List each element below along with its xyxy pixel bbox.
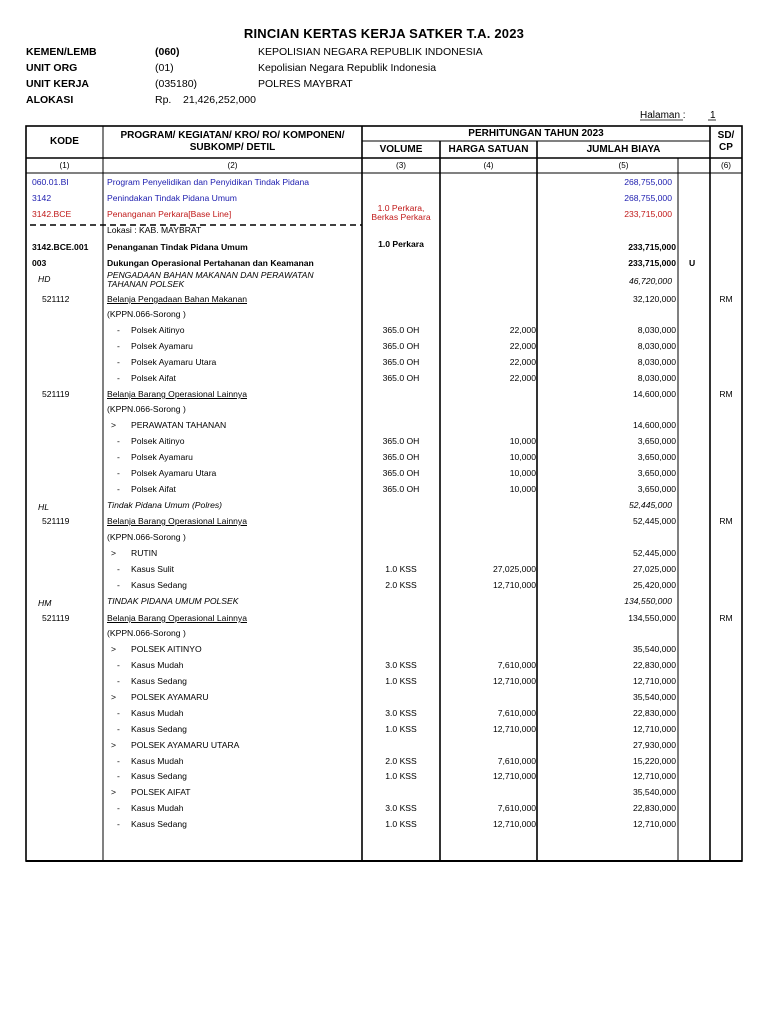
row-marker: - [117,676,120,686]
row-desc: POLSEK AIFAT [131,787,191,797]
row-desc: Kasus Sedang [131,580,187,590]
row-marker: > [111,740,117,750]
kerja-code: (035180) [155,78,198,90]
row-desc: Polsek Aifat [131,373,176,383]
kemen-value: KEPOLISIAN NEGARA REPUBLIK INDONESIA [258,46,483,58]
row-jumlah: 12,710,000 [632,819,676,829]
row-marker: > [111,420,117,430]
row-volume: 2.0 KSS [385,756,417,766]
row-desc: Belanja Barang Operasional Lainnya [107,389,247,399]
row-harga: 7,610,000 [497,708,536,718]
row-jumlah: 52,445,000 [628,500,672,510]
row-jumlah: 35,540,000 [632,692,676,702]
halaman-label: Halaman : [640,110,686,121]
row-marker: - [117,484,120,494]
row-desc: Kasus Mudah [131,756,184,766]
row-desc: POLSEK AITINYO [131,644,202,654]
halaman-value: 1 [710,110,716,121]
row-jumlah: 8,030,000 [637,325,676,335]
row-kode: 521119 [42,613,70,623]
org-label: UNIT ORG [26,62,78,74]
row-desc: (KPPN.066-Sorong ) [107,309,186,319]
row-jumlah: 268,755,000 [624,177,672,187]
row-volume: 365.0 OH [382,373,420,383]
col-kode: KODE [50,136,79,147]
row-marker: > [111,548,117,558]
row-jumlah: 134,550,000 [628,613,676,623]
row-harga: 12,710,000 [492,724,536,734]
row-desc: Kasus Sedang [131,771,187,781]
row-desc: POLSEK AYAMARU [131,692,209,702]
kerja-value: POLRES MAYBRAT [258,78,353,90]
row-harga: 22,000 [509,325,536,335]
row-desc: Penanganan Perkara[Base Line] [107,209,232,219]
row-volume: 365.0 OH [382,452,420,462]
row-jumlah: 22,830,000 [632,803,676,813]
row-jumlah: 52,445,000 [632,516,676,526]
row-sd: U [689,258,696,268]
row-jumlah: 27,025,000 [632,564,676,574]
row-jumlah: 3,650,000 [637,452,676,462]
row-jumlah: 27,930,000 [632,740,676,750]
col-num-6: (6) [720,161,731,170]
row-sd: RM [719,294,733,304]
row-jumlah: 12,710,000 [632,771,676,781]
row-jumlah: 12,710,000 [632,676,676,686]
row-sd: RM [719,516,733,526]
row-marker: > [111,787,117,797]
row-volume: 1.0 KSS [385,724,417,734]
alokasi-value: 21,426,252,000 [183,94,256,106]
row-jumlah: 8,030,000 [637,341,676,351]
row-volume: 365.0 OH [382,436,420,446]
row-marker: - [117,468,120,478]
row-volume-2: Berkas Perkara [371,212,431,222]
row-volume: 1.0 KSS [385,819,417,829]
row-jumlah: 233,715,000 [628,258,676,268]
row-volume: 1.0 Perkara, [377,203,425,213]
row-desc: Program Penyelidikan dan Penyidikan Tindak Pidana [107,177,310,187]
row-jumlah: 268,755,000 [624,193,672,203]
row-desc-2: TAHANAN POLSEK [107,279,185,289]
row-harga: 27,025,000 [492,564,536,574]
page-title: RINCIAN KERTAS KERJA SATKER T.A. 2023 [243,26,525,41]
row-desc: Kasus Sedang [131,819,187,829]
row-kode: HM [38,598,52,608]
row-marker: - [117,341,120,351]
col-volume: VOLUME [379,144,423,155]
row-desc: Belanja Barang Operasional Lainnya [107,516,247,526]
row-volume: 3.0 KSS [385,803,417,813]
row-desc: PERAWATAN TAHANAN [131,420,227,430]
row-volume: 3.0 KSS [385,660,417,670]
row-kode: 060.01.BI [32,177,69,187]
org-code: (01) [155,62,174,74]
row-harga: 22,000 [509,357,536,367]
row-jumlah: 52,445,000 [632,548,676,558]
row-jumlah: 32,120,000 [632,294,676,304]
col-num-4: (4) [483,161,494,170]
row-harga: 7,610,000 [497,756,536,766]
row-desc: Kasus Mudah [131,660,184,670]
org-value: Kepolisian Negara Republik Indonesia [258,62,437,74]
row-desc: (KPPN.066-Sorong ) [107,532,186,542]
row-desc: Kasus Sulit [131,564,174,574]
row-jumlah: 46,720,000 [628,276,672,286]
row-volume: 1.0 KSS [385,771,417,781]
row-harga: 22,000 [509,373,536,383]
col-num-3: (3) [395,161,406,170]
row-marker: > [111,644,117,654]
row-desc: Penindakan Tindak Pidana Umum [107,193,237,203]
row-sd: RM [719,613,733,623]
row-marker: - [117,756,120,766]
row-volume: 365.0 OH [382,325,420,335]
row-volume: 365.0 OH [382,468,420,478]
row-desc: Tindak Pidana Umum (Polres) [107,500,223,510]
row-jumlah: 15,220,000 [632,756,676,766]
col-cp: CP [719,142,733,153]
row-jumlah: 35,540,000 [632,787,676,797]
row-desc: Polsek Aitinyo [131,436,185,446]
row-desc: Kasus Sedang [131,724,187,734]
kemen-label: KEMEN/LEMB [26,46,97,58]
row-marker: - [117,436,120,446]
row-volume: 365.0 OH [382,357,420,367]
col-jumlah: JUMLAH BIAYA [586,144,661,155]
row-desc: Polsek Ayamaru Utara [131,357,217,367]
row-harga: 22,000 [509,341,536,351]
row-kode: 3142.BCE [32,209,72,219]
row-harga: 12,710,000 [492,580,536,590]
row-sd: RM [719,389,733,399]
row-desc: (KPPN.066-Sorong ) [107,628,186,638]
row-marker: - [117,325,120,335]
row-harga: 10,000 [509,452,536,462]
row-desc: Polsek Ayamaru Utara [131,468,217,478]
row-volume: 365.0 OH [382,341,420,351]
row-kode: 521119 [42,516,70,526]
col-sd: SD/ [717,130,735,141]
col-program-2: SUBKOMP/ DETIL [189,142,276,153]
row-harga: 12,710,000 [492,771,536,781]
kemen-code: (060) [155,46,180,58]
row-harga: 12,710,000 [492,676,536,686]
row-desc: Belanja Barang Operasional Lainnya [107,613,247,623]
row-jumlah: 233,715,000 [628,242,676,252]
row-jumlah: 22,830,000 [632,708,676,718]
row-marker: - [117,771,120,781]
row-jumlah: 8,030,000 [637,357,676,367]
row-kode: HD [38,274,51,284]
row-volume: 365.0 OH [382,484,420,494]
row-jumlah: 22,830,000 [632,660,676,670]
row-volume: 1.0 KSS [385,676,417,686]
col-num-2: (2) [227,161,238,170]
row-desc: Kasus Mudah [131,708,184,718]
row-desc: (KPPN.066-Sorong ) [107,404,186,414]
row-jumlah: 35,540,000 [632,644,676,654]
row-marker: - [117,660,120,670]
row-desc: PENGADAAN BAHAN MAKANAN DAN PERAWATAN [107,270,314,280]
row-marker: - [117,580,120,590]
row-jumlah: 14,600,000 [632,389,676,399]
row-desc: Lokasi : KAB. MAYBRAT [107,225,202,235]
row-marker: - [117,564,120,574]
row-kode: HL [38,502,49,512]
row-desc: Polsek Ayamaru [131,341,193,351]
kerja-label: UNIT KERJA [26,78,90,90]
col-num-5: (5) [618,161,629,170]
col-perhitungan: PERHITUNGAN TAHUN 2023 [468,128,604,139]
row-harga: 12,710,000 [492,819,536,829]
row-desc: Penanganan Tindak Pidana Umum [107,242,248,252]
row-desc: RUTIN [131,548,158,558]
row-marker: - [117,819,120,829]
row-volume: 1.0 Perkara [378,239,424,249]
col-num-1: (1) [59,161,70,170]
row-harga: 10,000 [509,484,536,494]
row-kode: 521112 [42,294,70,304]
row-jumlah: 14,600,000 [632,420,676,430]
row-jumlah: 134,550,000 [624,596,672,606]
row-volume: 3.0 KSS [385,708,417,718]
row-marker: - [117,373,120,383]
row-jumlah: 25,420,000 [632,580,676,590]
row-marker: > [111,692,117,702]
row-kode: 3142.BCE.001 [32,242,89,252]
row-jumlah: 12,710,000 [632,724,676,734]
row-volume: 1.0 KSS [385,564,417,574]
row-desc: Polsek Aitinyo [131,325,185,335]
row-marker: - [117,724,120,734]
row-volume: 2.0 KSS [385,580,417,590]
row-harga: 7,610,000 [497,660,536,670]
row-harga: 7,610,000 [497,803,536,813]
row-kode: 3142 [32,193,52,203]
alokasi-label: ALOKASI [26,94,74,106]
row-desc: TINDAK PIDANA UMUM POLSEK [107,596,239,606]
row-marker: - [117,452,120,462]
row-jumlah: 8,030,000 [637,373,676,383]
row-desc: POLSEK AYAMARU UTARA [131,740,240,750]
row-desc: Belanja Pengadaan Bahan Makanan [107,294,248,304]
row-jumlah: 3,650,000 [637,484,676,494]
row-desc: Kasus Mudah [131,803,184,813]
row-marker: - [117,803,120,813]
row-marker: - [117,357,120,367]
col-program: PROGRAM/ KEGIATAN/ KRO/ RO/ KOMPONEN/ [120,130,345,141]
row-harga: 10,000 [509,436,536,446]
row-desc: Kasus Sedang [131,676,187,686]
row-jumlah: 3,650,000 [637,468,676,478]
alokasi-prefix: Rp. [155,94,172,106]
row-harga: 10,000 [509,468,536,478]
row-kode: 521119 [42,389,70,399]
row-desc: Dukungan Operasional Pertahanan dan Keamanan [107,258,314,268]
row-jumlah: 3,650,000 [637,436,676,446]
row-jumlah: 233,715,000 [624,209,672,219]
row-desc: Polsek Ayamaru [131,452,193,462]
row-kode: 003 [32,258,47,268]
col-harga: HARGA SATUAN [448,144,529,155]
row-desc: Polsek Aifat [131,484,176,494]
row-marker: - [117,708,120,718]
